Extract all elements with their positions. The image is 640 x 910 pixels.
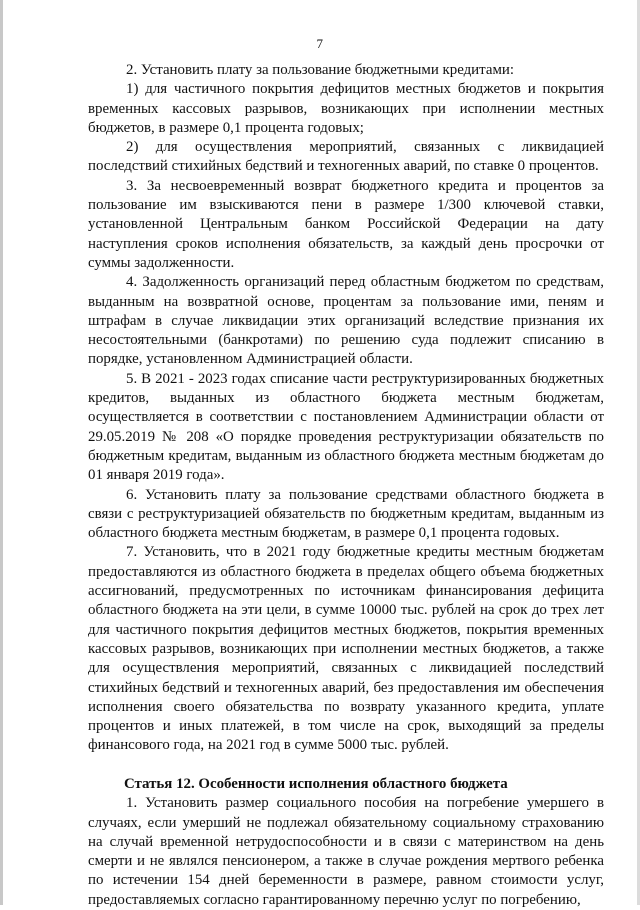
paragraph-3: 3. За несвоевременный возврат бюджетного кредита и процентов за пользование им взыскиваются пени в размере 1/300 ключевой ставки, установленной Центральным банком Российской Федерации на дату наступления сроков исполнения обязательств, за каждый день просрочки от суммы задолженности. bbox=[88, 177, 604, 271]
article-12-paragraph-1: 1. Установить размер социального пособия на погребение умершего в случаях, если умерший не подлежал обязательному социальному страхованию на случай временной нетрудоспособности и в связи с материнством на день смерти и не являлся пенсионером, а также в случае рождения мертвого ребенка по истечении 154 дней беременности в размере, равном стоимости услуг, предоставляемых согласно гарантированному перечню услуг по погребению, bbox=[88, 795, 604, 908]
paragraph-2: 2. Установить плату за пользование бюджетными кредитами: bbox=[126, 62, 514, 78]
section-spacer bbox=[88, 756, 604, 775]
paragraph-7: 7. Установить, что в 2021 году бюджетные кредиты местным бюджетам предоставляются из областного бюджета в пределах общего объема бюджетных ассигнований, предусмотренных по источникам финансирования дефицита областного бюджета на эти цели, в сумме 10000 тыс. рублей на срок до трех лет для частичного покрытия дефицитов местных бюджетов, покрытия временных кассовых разрывов, возникающих при исполнении местных бюджетов, а также для осуществления мероприятий, связанных с ликвидацией последствий стихийных бедствий и техногенных аварий, без предоставления им обеспечения исполнения своего обязательства по возврату указанного кредита, уплате процентов и иных платежей, в том числе на срок, выходящий за пределы финансового года, на 2021 год в сумме 5000 тыс. рублей. bbox=[88, 544, 604, 754]
document-body bbox=[88, 61, 604, 910]
paragraph-2-item-2: 2) для осуществления мероприятий, связанных с ликвидацией последствий стихийных бедствий и техногенных аварий, по ставке 0 процентов. bbox=[88, 139, 604, 175]
page-number: 7 bbox=[316, 36, 324, 51]
page-left-edge bbox=[0, 0, 3, 905]
paragraph-5: 5. В 2021 - 2023 годах списание части реструктуризированных бюджетных кредитов, выданных из областного бюджета местным бюджетам, осуществляется в соответствии с постановлением Администрации области от 29.05.2019 № 208 «О порядке проведения реструктуризации обязательств по бюджетным кредитам, выданным из областного бюджета местным бюджетам до 01 января 2019 года». bbox=[88, 370, 604, 484]
paragraph-6: 6. Установить плату за пользование средствами областного бюджета в связи с реструктуризацией обязательств по бюджетным кредитам, выданным из областного бюджета местным бюджетам, в размере 0,1 процента годовых. bbox=[88, 486, 604, 542]
paragraph-4: 4. Задолженность организаций перед областным бюджетом по средствам, выданным на возвратной основе, процентам за пользование ими, пеням и штрафам в случае ликвидации этих организаций вследствие признания их несостоятельными (банкротами) по решению суда подлежит списанию в порядке, установленном Администрацией области. bbox=[88, 274, 604, 368]
article-12-heading: Статья 12. Особенности исполнения областного бюджета bbox=[124, 775, 508, 792]
paragraph-2-item-1: 1) для частичного покрытия дефицитов местных бюджетов и покрытия временных кассовых разрывов, возникающих при исполнении местных бюджетов, в размере 0,1 процента годовых; bbox=[88, 81, 604, 136]
